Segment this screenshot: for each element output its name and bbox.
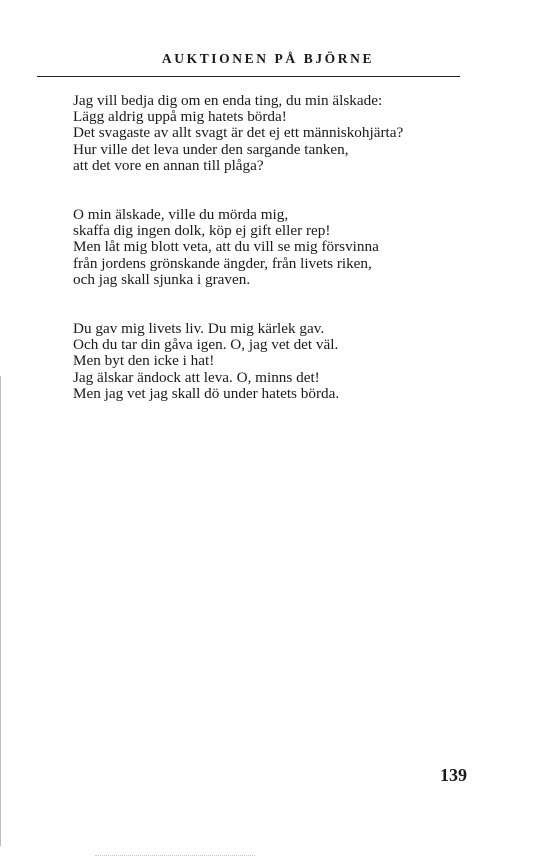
poem-line: Men jag vet jag skall dö under hatets börda. — [73, 384, 340, 402]
poem-line: Hur ville det leva under den sargande tanken, — [73, 140, 349, 158]
stanza-3 — [73, 321, 473, 402]
poem-line: Men låt mig blott veta, att du vill se mig försvinna — [73, 238, 379, 256]
stanza-1 — [73, 93, 473, 174]
running-title: AUKTIONEN PÅ BJÖRNE — [161, 51, 375, 66]
poem-line: Och du tar din gåva igen. O, jag vet det väl. — [73, 336, 339, 354]
poem-line: Lägg aldrig uppå mig hatets börda! — [73, 108, 287, 126]
page-number: 139 — [440, 765, 467, 785]
poem-line: och jag skall sjunka i graven. — [73, 270, 251, 288]
poem-line: O min älskade, ville du mörda mig, — [73, 206, 289, 224]
poem-line: Du gav mig livets liv. Du mig kärlek gav. — [73, 320, 325, 338]
poem-line: Men byt den icke i hat! — [73, 352, 215, 370]
poem-line: Det svagaste av allt svagt är det ej ett människohjärta? — [73, 124, 404, 142]
page-edge-line — [0, 376, 1, 846]
poem-line: skaffa dig ingen dolk, köp ej gift eller rep! — [73, 222, 331, 240]
poem-line: att det vore en annan till plåga? — [73, 156, 264, 174]
poem-body — [73, 93, 473, 435]
footer-rule — [95, 855, 255, 856]
poem-line: från jordens grönskande ängder, från livets riken, — [73, 254, 372, 272]
poem-line: Jag vill bedja dig om en enda ting, du min älskade: — [73, 92, 383, 109]
header-rule — [37, 76, 460, 77]
stanza-2 — [73, 207, 473, 288]
poem-line: Jag älskar ändock att leva. O, minns det! — [73, 368, 320, 386]
